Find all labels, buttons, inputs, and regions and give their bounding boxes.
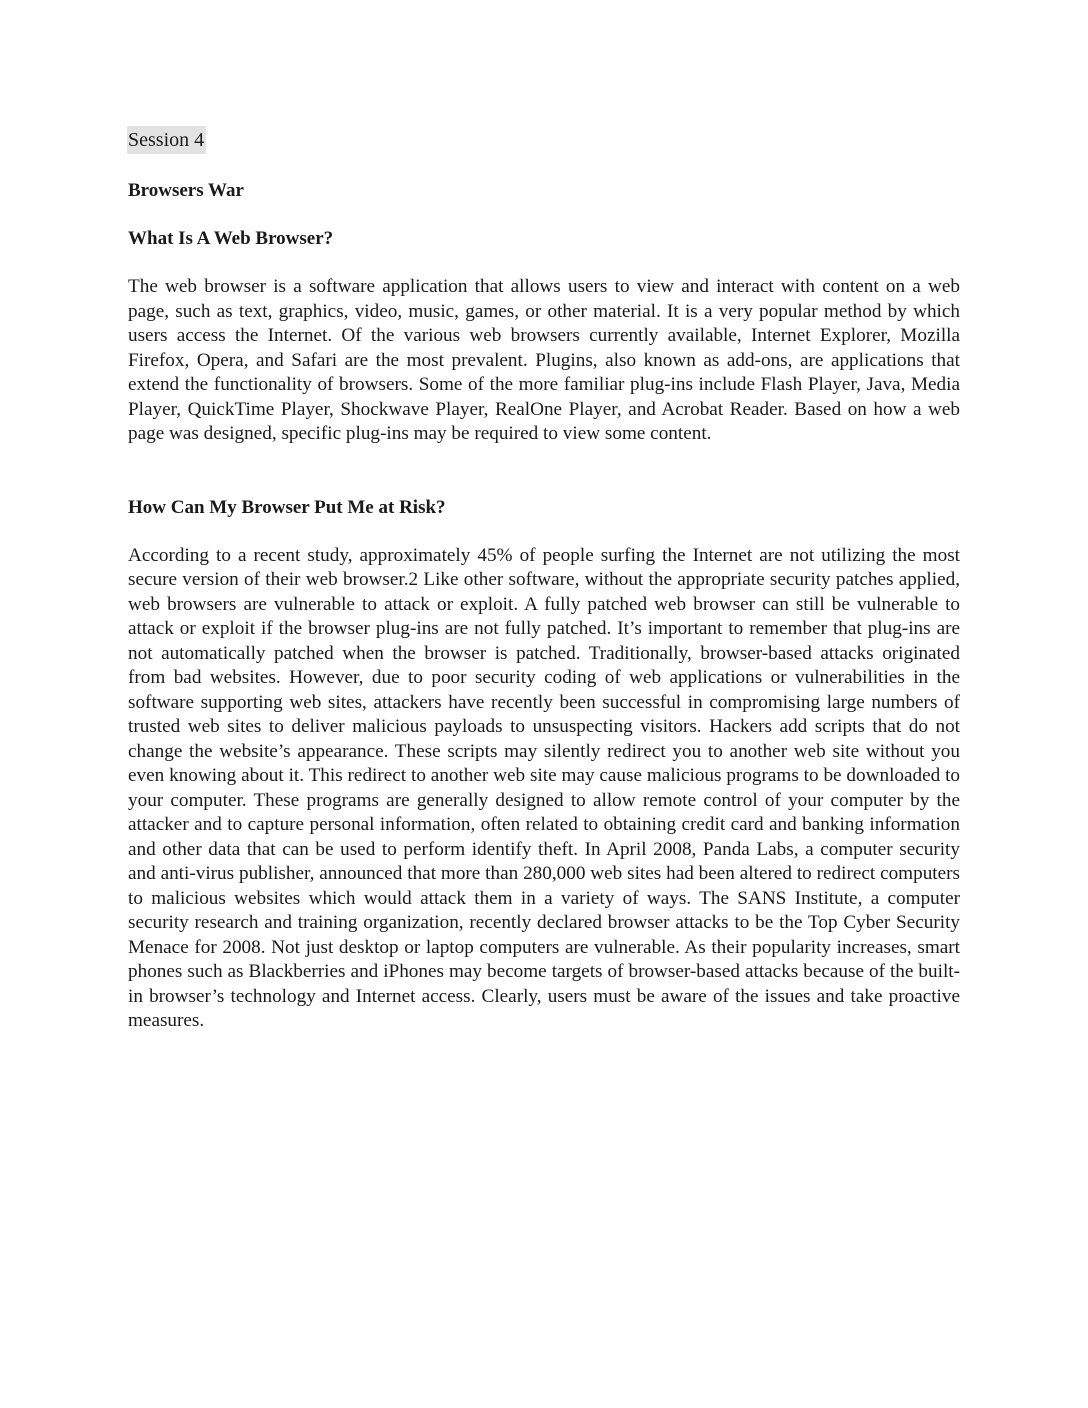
- section-paragraph-web-browser: The web browser is a software application that allows users to view and interact with content on a web page, such as text, graphics, video, music, games, or other material. It is a very popular method by which users access the Internet. Of the various web browsers currently available, Internet Explorer, Mozilla Firefox, Opera, and Safari are the most prevalent. Plugins, also known as add-ons, are applications that extend the functionality of browsers. Some of the more familiar plug-ins include Flash Player, Java, Media Player, QuickTime Player, Shockwave Player, RealOne Player, and Acrobat Reader. Based on how a web page was designed, specific plug-ins may be required to view some content.: [128, 276, 960, 444]
- section-heading-web-browser: What Is A Web Browser?: [128, 228, 334, 249]
- session-label: Session 4: [127, 126, 206, 154]
- section-heading-browser-risk: How Can My Browser Put Me at Risk?: [128, 496, 446, 518]
- section-paragraph-browser-risk: According to a recent study, approximately 45% of people surfing the Internet are not utilizing the most secure version of their web browser.2 Like other software, without the appropriate security patches applied, web browsers are vulnerable to attack or exploit. A fully patched web browser can still be vulnerable to attack or exploit if the browser plug-ins are not fully patched. It’s important to remember that plug-ins are not automatically patched when the browser is patched. Traditionally, browser-based attacks originated from bad websites. However, due to poor security coding of web applications or vulnerabilities in the software supporting web sites, attackers have recently been successful in compromising large numbers of trusted web sites to deliver malicious payloads to unsuspecting visitors. Hackers add scripts that do not change the website’s appearance. These scripts may silently redirect you to another web site without you even knowing about it. This redirect to another web site may cause malicious programs to be downloaded to your computer. These programs are generally designed to allow remote control of your computer by the attacker and to capture personal information, often related to obtaining credit card and banking information and other data that can be used to perform identify theft. In April 2008, Panda Labs, a computer security and anti-virus publisher, announced that more than 280,000 web sites had been altered to redirect computers to malicious websites which would attack them in a variety of ways. The SANS Institute, a computer security research and training organization, recently declared browser attacks to be the Top Cyber Security Menace for 2008. Not just desktop or laptop computers are vulnerable. As their popularity increases, smart phones such as Blackberries and iPhones may become targets of browser-based attacks because of the built-in browser’s technology and Internet access. Clearly, users must be aware of the issues and take proactive measures.: [128, 544, 960, 1031]
- document-page: [128, 126, 960, 1034]
- document-title: Browsers War: [128, 180, 244, 201]
